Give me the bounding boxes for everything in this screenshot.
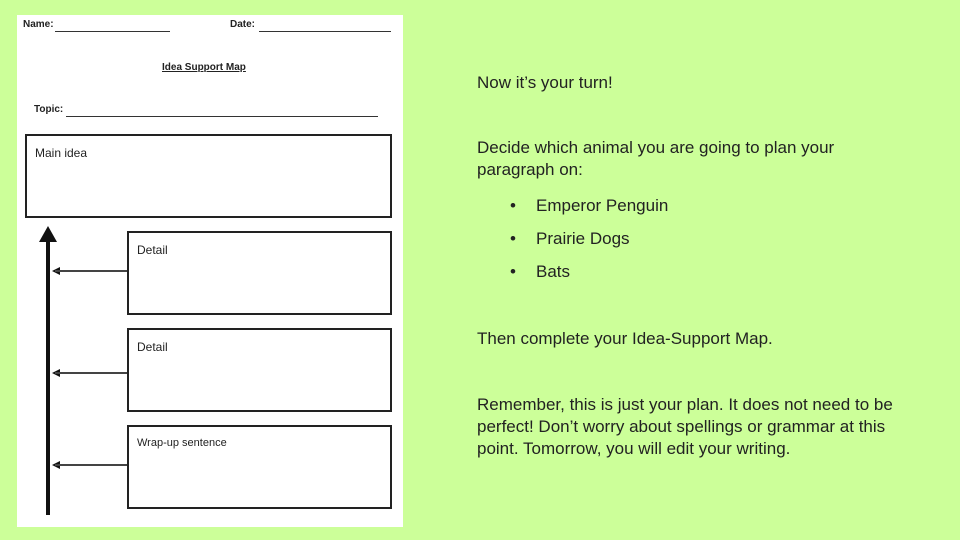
bullet-icon: • <box>510 262 516 281</box>
animal-item <box>510 228 810 250</box>
animal-item <box>510 261 810 283</box>
branch-line-1 <box>55 270 127 272</box>
date-label: Date: <box>230 19 256 30</box>
date-line <box>259 31 391 32</box>
wrapup-label: Wrap-up sentence <box>137 437 227 449</box>
idea-support-map-worksheet <box>17 15 403 527</box>
prompt-text: Decide which animal you are going to plan your paragraph on: <box>477 138 835 179</box>
animal-label: Prairie Dogs <box>536 229 630 248</box>
detail-box-2 <box>127 328 392 412</box>
bullet-icon: • <box>510 196 516 215</box>
main-idea-label: Main idea <box>35 146 88 160</box>
vertical-arrow-line <box>46 240 50 515</box>
animal-label: Bats <box>536 262 571 281</box>
topic-label: Topic: <box>34 104 64 115</box>
name-line <box>55 31 170 32</box>
branch-line-3 <box>55 464 127 466</box>
complete-text: Then complete your Idea-Support Map. <box>477 329 773 348</box>
main-idea-box <box>25 134 392 218</box>
detail-label-2: Detail <box>137 340 168 354</box>
detail-label-1: Detail <box>137 243 168 257</box>
detail-box-1 <box>127 231 392 315</box>
animal-item <box>510 195 810 217</box>
animal-label: Emperor Penguin <box>536 196 669 215</box>
wrapup-box <box>127 425 392 509</box>
worksheet-title: Idea Support Map <box>162 62 246 73</box>
remember-text: Remember, this is just your plan. It does not need to be perfect! Don’t worry about spellings or grammar at this point. Tomorrow, you will edit your writing. <box>477 395 893 458</box>
name-label: Name: <box>23 19 54 30</box>
bullet-icon: • <box>510 229 516 248</box>
topic-line <box>66 116 378 117</box>
branch-line-2 <box>55 372 127 374</box>
heading-text: Now it’s your turn! <box>477 73 613 92</box>
